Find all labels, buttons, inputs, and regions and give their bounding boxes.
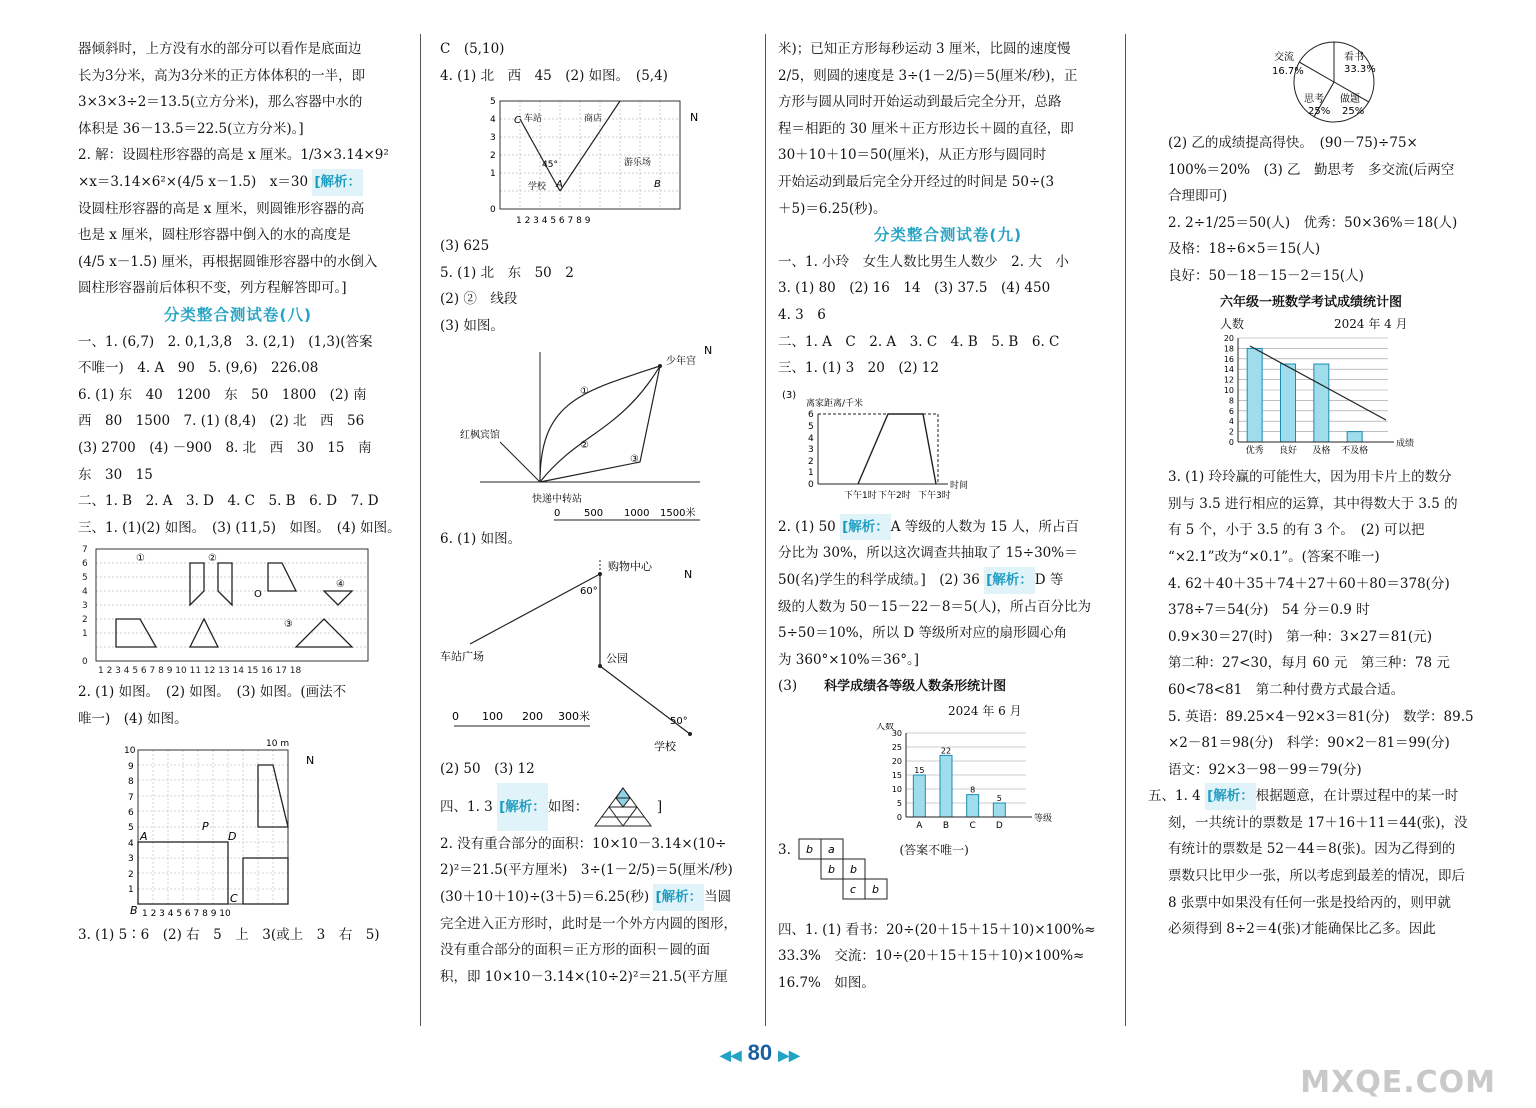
text-line: 3. (1) 玲玲赢的可能性大，因为用卡片上的数分 [1168,469,1452,486]
pie-label: 看书 [1344,52,1364,63]
y-tick-label: 20 [891,756,902,766]
text-line: 100%＝20% (3) 乙 勤思考 多交流(后两空 [1168,161,1455,178]
y-tick-label: 6 [1228,406,1234,416]
text-line: (3) 625 [440,238,490,255]
text-line: 分比为 30%，所以这次调查共抽取了 15÷30%＝ [778,545,1078,562]
map-label: 0 [554,507,561,519]
column-4 [1148,36,1508,943]
text-line: 五、1. 4 [解析： 根据题意，在计票过程中的某一时 [1148,783,1508,810]
equation: ×x＝3.14×6²×(4/5 x－1.5) x＝30 [78,173,309,190]
text-line: 四、1. (1) 看书：20÷(20＋15＋15＋10)×100%≈ [778,921,1096,938]
text-line: 有 5 个，小于 3.5 的有 3 个。 (2) 可以把 [1168,522,1425,539]
text-line: 5. (1) 北 东 50 2 [440,264,574,281]
text-line: 三、1. (1)(2) 如图。 (3) (11,5) 如图。 (4) 如图。 [78,519,401,536]
text-line: 良好：50－18－15－2＝15(人) [1168,267,1364,284]
y-tick-label: 14 [1223,365,1234,375]
graph-label: (3) [782,389,797,401]
column-separator [1125,34,1126,1026]
text-line: 方形与圆从同时开始运动到最后完全分开，总路 [778,94,1062,111]
coordinate-grid-figure [78,734,378,920]
text-line: 语文：92×3－98－99＝79(分) [1168,761,1362,778]
chart-date: 2024 年 6 月 [948,703,1022,718]
text-line: 5÷50＝10%，所以 D 等级所对应的扇形圆心角 [778,625,1067,642]
text-line [78,169,398,196]
cube-net-figure [795,837,895,915]
text-line: 2/5，则圆的速度是 3÷(1－2/5)＝5(厘米/秒)，正 [778,67,1078,84]
pie-label: 交流 [1274,52,1294,63]
svg-text:6: 6 [82,559,88,570]
y-tick-label: 2 [1228,427,1234,437]
svg-text:5: 5 [128,823,134,834]
text-line: 体积是 36－13.5＝22.5(立方分米)。] [78,120,304,137]
y-tick-label: 30 [891,728,902,738]
map-label: 快递中转站 [532,493,582,505]
text-line: 器倾斜时，上方没有水的部分可以看作是底面边 [78,41,362,57]
text-line: 2. (1) 50 [解析： A 等级的人数为 15 人，所占百 [778,514,1118,541]
grid-label: 45° [542,160,558,171]
pie-label: 25% [1308,106,1331,117]
category-label: 优秀 [1245,446,1264,457]
bar-value-label: 22 [940,746,952,756]
svg-text:1: 1 [82,629,88,640]
map-label: N [704,343,713,357]
svg-text:4: 4 [490,115,496,126]
map-label: 50° [670,716,688,728]
x-axis-label: 等级 [1034,813,1053,824]
svg-text:②: ② [208,553,217,565]
direction-map-figure [440,554,740,754]
map-label: 购物中心 [608,560,652,574]
chart-title: 科学成绩各等级人数条形统计图 [824,679,1007,695]
section-title-9: 分类整合测试卷(九) [873,226,1023,245]
svg-text:④: ④ [336,579,345,591]
text-line: 一、1. 小玲 女生人数比男生人数少 2. 大 小 [778,253,1069,270]
bar-value-label: 5 [996,793,1002,803]
y-tick-label: 12 [1223,375,1234,385]
map-label: 500 [584,507,604,519]
svg-text:4: 4 [128,839,134,850]
svg-text:1: 1 [808,467,814,478]
grid-label: 商店 [584,114,603,125]
text-line: (4/5 x－1.5) 厘米，再根据圆锥形容器中的水倒入 [78,253,378,270]
grid-label: A [556,179,563,191]
svg-text:1 2 3 4 5 6 7 8 9 10 11 12 13: 1 2 3 4 5 6 7 8 9 10 11 12 13 14 15 16 17 18 [98,666,302,677]
svg-text:D: D [228,830,237,844]
text-line: 2. 解：设圆柱形容器的高是 x 厘米。1/3×3.14×9² [78,147,389,164]
svg-text:③: ③ [284,619,293,631]
text-line: 2. 没有重合部分的面积：10×10－3.14×(10÷ [440,835,727,852]
svg-text:N: N [306,754,315,768]
text-line: 开始运动到最后完全分开经过的时间是 50÷(3 [778,173,1055,190]
jiexi-label: [解析： [497,783,548,831]
y-tick-label: 25 [891,742,902,752]
bar-value-label: 15 [914,765,925,775]
map-label: 100 [482,710,503,724]
text-line: 完全进入正方形时，此时是一个外方内圆的图形， [440,915,737,932]
text-line: 二、1. A C 2. A 3. C 4. B 5. B 6. C [778,333,1060,350]
category-label: 及格 [1312,446,1331,457]
svg-text:3: 3 [128,854,134,865]
text-line: 4. (1) 北 西 45 (2) 如图。 (5,4) [440,67,668,84]
svg-text:P: P [202,820,209,834]
svg-text:9: 9 [128,762,134,773]
text-line: 30＋10＋10＝50(厘米)，从正方形与圆同时 [778,147,1047,164]
category-label: D [995,820,1003,831]
text-line: (2) 50 (3) 12 [440,761,535,778]
watermark: MXQE.COM [1300,1065,1496,1100]
column-3 [778,36,1118,997]
text-line: 四、1. 3 [解析： 如图： ] [440,783,760,831]
svg-text:2: 2 [490,151,496,162]
text-line: 5. 英语：89.25×4－92×3＝81(分) 数学：89.5 [1168,708,1474,725]
column-separator [420,34,421,1026]
category-label: 良好 [1278,446,1298,457]
map-label: ③ [630,453,639,465]
map-label: 少年宫 [666,355,696,367]
map-label: 1500米 [660,507,696,519]
svg-text:B: B [130,904,138,918]
column-separator [765,34,766,1026]
text-line: 6. (1) 东 40 1200 东 50 1800 (2) 南 [78,386,367,403]
svg-text:下午3时: 下午3时 [918,490,951,501]
y-tick-label: 0 [896,812,902,822]
text-line: 16.7% 如图。 [778,975,875,992]
transform-grid-figure [78,543,378,677]
y-tick-label: 16 [1223,354,1234,364]
prev-arrow-icon: ◀◀ [720,1047,742,1063]
chart-title: 六年级一班数学考试成绩统计图 [1220,294,1403,310]
grid-label: C [514,115,521,127]
text-line: 第二种：27<30，每月 60 元 第三种：78 元 [1168,655,1450,672]
map-label: N [684,568,693,582]
text-line: (2) ② 线段 [440,291,518,308]
text-line: 没有重合部分的面积＝正方形的面积－圆的面 [440,942,710,959]
svg-text:O: O [254,589,262,601]
text-line: (3) 科学成绩各等级人数条形统计图 [778,678,1007,695]
text-line: 东 30 15 [78,466,153,483]
svg-text:N: N [690,111,699,125]
map-label: 1000 [624,507,650,519]
text-line: 票数只比甲少一张，所以考虑到最差的情况，即后 [1168,868,1465,885]
jiexi-label: [解析： [840,514,891,541]
svg-text:4: 4 [82,587,88,598]
svg-text:3: 3 [82,601,88,612]
text-line: 必须得到 8÷2＝4(张)才能确保比乙多。因此 [1168,921,1436,938]
jiexi-label: [解析： [984,567,1035,594]
map-label: ① [580,385,589,397]
text-line: C (5,10) [440,41,505,57]
svg-text:b: b [872,882,880,896]
coordinate-map-figure [440,91,740,231]
text-line: 米)；已知正方形每秒运动 3 厘米，比圆的速度慢 [778,41,1071,57]
y-tick-label: 18 [1223,344,1234,354]
text-line: (30＋10＋10)÷(3＋5)＝6.25(秒) [解析： 当圆 [440,884,760,911]
category-label: C [969,820,976,831]
map-label: 红枫宾馆 [460,429,500,441]
pie-label: 25% [1342,106,1365,117]
svg-text:2: 2 [82,615,88,626]
text-line: 50(名)学生的科学成绩。] (2) 36 [解析： D 等 [778,567,1118,594]
math-bar-chart [1168,334,1508,462]
svg-text:2: 2 [808,456,814,467]
svg-text:5: 5 [808,421,814,432]
svg-text:5: 5 [82,573,88,584]
jiexi-label: [解析： [312,169,363,196]
svg-text:4: 4 [808,433,814,444]
text-line: 2. (1) 如图。 (2) 如图。 (3) 如图。(画法不 [78,684,347,701]
svg-text:c: c [850,882,857,896]
bar [1247,349,1262,443]
text-line: 为 360°×10%＝36°。] [778,651,920,668]
svg-text:A: A [140,830,148,844]
text-line: 别与 3.5 进行相应的运算，其中得数大于 3.5 的 [1168,495,1458,512]
distance-time-graph [778,384,1108,512]
text-line: 程＝相距的 30 厘米＋正方形边长＋圆的直径，即 [778,120,1074,137]
pie-label: 思考 [1304,94,1324,105]
text-line: 8 张票中如果没有任何一张是投给丙的，则甲就 [1168,894,1451,911]
grid-label: B [654,179,661,191]
y-tick-label: 20 [1223,334,1234,344]
svg-text:5: 5 [490,97,496,108]
route-map-figure [440,342,740,524]
svg-text:时间: 时间 [950,480,969,491]
map-label: 0 [452,710,459,724]
pie-label: 16.7% [1272,66,1304,77]
science-bar-chart [778,723,1108,835]
bar [967,794,979,816]
text-line: 长为3分米，高为3分米的正方体体积的一半，即 [78,67,366,84]
column-2 [440,36,760,990]
svg-text:1 2 3 4 5 6 7 8 9: 1 2 3 4 5 6 7 8 9 [516,216,591,227]
grid-label: 学校 [528,182,547,193]
svg-text:1: 1 [490,169,496,180]
svg-text:3: 3 [808,444,814,455]
svg-text:6: 6 [128,808,134,819]
graph-ylabel: 离家距离/千米 [806,398,864,409]
bar [1314,364,1329,442]
text-line: 也是 x 厘米，圆柱形容器中倒入的水的高度是 [78,227,351,244]
text-line: ×2－81＝98(分) 科学：90×2－81＝99(分) [1168,735,1450,752]
svg-text:b: b [828,862,836,876]
grid-label: 游乐场 [624,158,652,169]
y-tick-label: 15 [891,770,902,780]
text-line: (3) 如图。 [440,317,504,334]
y-axis-label: 人数 [876,722,895,732]
text-line: 4. 3 6 [778,306,826,323]
y-tick-label: 10 [891,784,902,794]
next-arrow-icon: ▶▶ [778,1047,800,1063]
svg-text:7: 7 [82,545,88,556]
text-line: “×2.1”改为“×0.1”。(答案不唯一) [1168,548,1380,565]
text-line: 2)²＝21.5(平方厘米) 3÷(1－2/5)＝5(厘米/秒) [440,862,733,879]
triangle-figure [593,786,653,828]
chart-header: 人数 2024 年 4 月 [1220,317,1408,332]
y-tick-label: 10 [1223,386,1234,396]
svg-text:10 m: 10 m [266,739,290,750]
jiexi-label: [解析： [1205,783,1256,810]
text-line: 一、1. (6,7) 2. 0,1,3,8 3. (2,1) (1,3)(答案 [78,333,373,350]
bar [993,803,1005,817]
page-number: ◀◀ 80 ▶▶ [720,1040,800,1065]
svg-text:①: ① [136,553,145,565]
text-line: 合理即可) [1168,188,1228,205]
text-line: 有统计的票数是 52－44＝8(张)。因为乙得到的 [1168,841,1456,858]
pie-label: 做题 [1340,94,1360,105]
text-line: 积，即 10×10－3.14×(10÷2)²＝21.5(平方厘 [440,968,728,985]
map-label: ② [580,439,589,451]
svg-text:0: 0 [808,479,814,490]
text-line: 级的人数为 50－15－22－8＝5(人)，所占百分比为 [778,598,1092,615]
x-axis-label: 成绩 [1396,439,1415,450]
pie-label: 33.3% [1344,64,1376,75]
category-label: A [916,820,923,831]
activity-pie-chart [1168,38,1468,128]
grid-label: 车站 [524,114,543,125]
svg-text:8: 8 [128,777,134,788]
map-label: 60° [580,586,598,598]
text-line: 378÷7＝54(分) 54 分＝0.9 时 [1168,602,1370,619]
text-line: 不唯一) 4. A 90 5. (9,6) 226.08 [78,360,319,377]
map-label: 车站广场 [440,650,484,664]
category-label: 不及格 [1341,446,1369,457]
text-line: 3. (1) 5∶6 (2) 右 5 上 3(或上 3 右 5) [78,927,380,944]
text-line: 4. 62＋40＋35＋74＋27＋60＋80＝378(分) [1168,575,1450,592]
text-line: 33.3% 交流：10÷(20＋15＋15＋10)×100%≈ [778,948,1085,965]
y-tick-label: 8 [1228,396,1234,406]
map-label: 200 [522,710,543,724]
svg-text:1: 1 [128,885,134,896]
svg-text:1 2 3 4 5 6 7 8 9 10: 1 2 3 4 5 6 7 8 9 10 [142,909,231,920]
svg-text:a: a [828,842,835,856]
svg-text:0: 0 [490,205,496,216]
svg-text:6: 6 [808,409,814,420]
bar-value-label: 8 [970,785,976,795]
jiexi-label: [解析： [653,884,704,911]
text-line: 二、1. B 2. A 3. D 4. C 5. B 6. D 7. D [78,493,379,510]
map-label: 300米 [558,710,590,724]
svg-text:下午1时: 下午1时 [844,490,877,501]
y-tick-label: 0 [1228,438,1234,448]
bar [1347,432,1362,442]
text-line: 3×3×3÷2＝13.5(立方分米)，那么容器中水的 [78,94,363,111]
text-line: 60<78<81 第二种付费方式最合适。 [1168,681,1405,698]
map-label: 公园 [606,652,628,666]
svg-text:下午2时: 下午2时 [878,490,911,501]
svg-text:7: 7 [128,793,134,804]
bar [1281,364,1296,442]
text-line: 6. (1) 如图。 [440,530,522,547]
text-line: (2) 乙的成绩提高得快。 (90－75)÷75× [1168,135,1418,151]
text-line: 刻，一共统计的票数是 17＋16＋11＝44(张)，没 [1168,814,1468,831]
text-line: (3) 2700 (4) －900 8. 北 西 30 15 南 [78,439,372,456]
bar [913,775,925,817]
text-line: 设圆柱形容器的高是 x 厘米，则圆锥形容器的高 [78,200,365,217]
map-label: 学校 [654,740,676,754]
text-line: 及格：18÷6×5＝15(人) [1168,241,1321,258]
svg-text:3: 3 [490,133,496,144]
column-1 [78,36,401,949]
y-tick-label: 5 [896,798,902,808]
svg-text:b: b [806,842,814,856]
bar [940,755,952,817]
text-line: 唯一) (4) 如图。 [78,710,188,727]
y-tick-label: 4 [1228,417,1234,427]
svg-text:10: 10 [124,746,136,757]
text-line: 三、1. (1) 3 20 (2) 12 [778,360,939,377]
text-line: 西 80 1500 7. (1) (8,4) (2) 北 西 56 [78,413,365,430]
text-line: 3. (1) 80 (2) 16 14 (3) 37.5 (4) 450 [778,280,1051,297]
category-label: B [942,820,950,831]
text-line: 2. 2÷1/25＝50(人) 优秀：50×36%＝18(人) [1168,214,1458,231]
svg-text:b: b [850,862,858,876]
svg-text:0: 0 [82,657,88,668]
text-line: 0.9×30＝27(时) 第一种：3×27＝81(元) [1168,628,1432,645]
text-line: ＋5)＝6.25(秒)。 [778,200,887,217]
svg-text:C: C [230,892,238,906]
text-line: 圆柱形容器前后体积不变，列方程解答即可。] [78,280,347,297]
text-line: 3. b a b b c b (答案不唯一) [778,837,1118,917]
svg-text:2: 2 [128,870,134,881]
section-title-8: 分类整合测试卷(八) [163,305,313,324]
